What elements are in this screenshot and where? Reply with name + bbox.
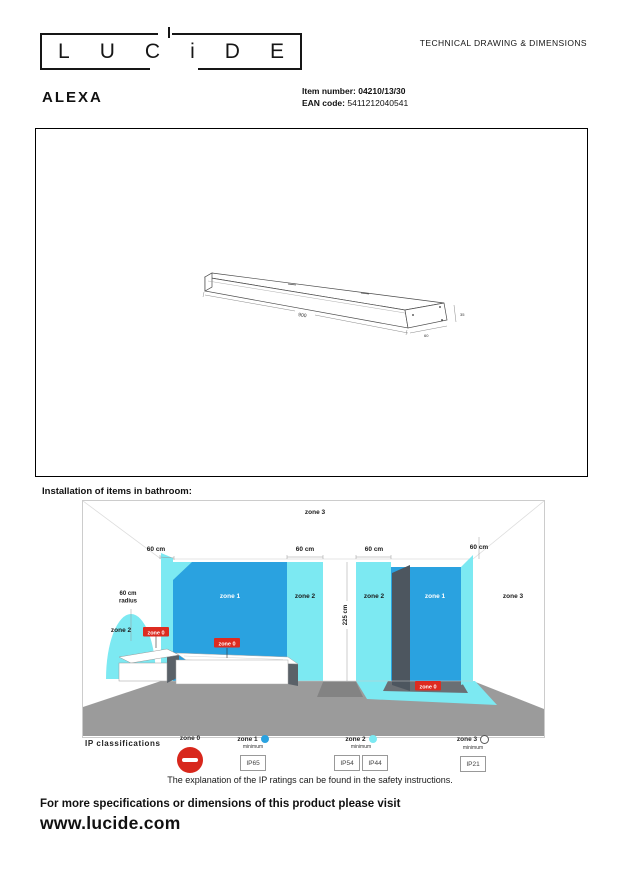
ean-value: 5411212040541 [347,98,409,108]
ip-ratings-note: The explanation of the IP ratings can be found in the safety instructions. [167,775,453,785]
doorway-floor-shadow [317,682,363,697]
shower-panel [392,565,410,691]
radius-label-line2: radius [118,598,138,605]
zone3-right-label: zone 3 [502,593,524,600]
ip65-chip: IP65 [240,755,266,771]
website-url: www.lucide.com [40,813,181,833]
logo-caron-mark [168,27,170,38]
lamp-length-dimension: 900 [297,312,307,320]
logo-border-gap [150,66,198,70]
zone2-minimum-label: minimum [350,744,372,750]
no-entry-bar [182,758,198,763]
ip-zone0-label: zone 0 [179,735,201,742]
item-number-label: Item number: [302,86,356,96]
item-number-value: 04210/13/30 [358,86,406,96]
zone2-shower-label: zone 2 [363,593,385,600]
zone0-shower-badge: zone 0 [419,684,437,691]
zone2-strip-shower-left [356,562,391,681]
zone1-dot-icon [261,735,269,743]
ip44-chip: IP44 [362,755,388,771]
ip-zone2-group [330,735,392,771]
zone2-bath-label: zone 2 [294,593,316,600]
ean-label: EAN code: [302,98,345,108]
lamp-technical-drawing [36,129,587,474]
dim-60cm-right: 60 cm [469,544,489,551]
no-entry-icon [177,747,203,773]
product-name: ALEXA [42,89,103,106]
logo-letter: E [269,40,284,63]
ip-classifications-label: IP classifications [85,739,161,748]
zone0-bath-badge: zone 0 [218,641,236,648]
technical-drawing-frame [35,128,588,477]
logo-letter: L [58,40,70,63]
dim-60cm-left: 60 cm [146,546,166,553]
ip-zone0-group [159,735,221,742]
footer-text: For more specifications or dimensions of this product please visit [40,798,401,810]
zone2-strip-shower-right [461,555,473,685]
zone3-top-label: zone 3 [304,509,326,516]
zone2-basin-label: zone 2 [110,627,132,634]
lamp-depth-dimension: 60 [424,333,429,338]
zone1-minimum-label: minimum [242,744,264,750]
ip-zone2-label: zone 2 [345,735,366,743]
zone2-dot-icon [369,735,377,743]
dim-225cm-label: 225 cm [343,604,349,626]
ean-row [302,97,408,109]
zone0-basin-badge: zone 0 [147,630,165,637]
zone1-shower-label: zone 1 [424,593,446,600]
bathroom-scene [83,501,544,737]
ip21-chip: IP21 [460,756,486,772]
dim-60cm-mid: 60 cm [295,546,315,553]
zone1-bath-label: zone 1 [219,593,241,600]
lamp-height-dimension: 35 [460,312,465,317]
logo-letter: D [224,40,240,63]
ip54-chip: IP54 [334,755,360,771]
ip-zone3-label: zone 3 [456,736,478,743]
logo-letter: C [144,40,161,63]
bathtub [176,653,298,686]
ip-zone3-group [442,735,504,772]
logo-letter: U [99,40,115,63]
logo-letter: i [190,40,195,63]
bathroom-zones-diagram [82,500,545,738]
zone3-circle-icon [480,735,489,744]
ip-zone1-group [222,735,284,771]
lucide-logo [40,33,302,70]
radius-label-line1: 60 cm [119,591,137,597]
ip-zone1-label: zone 1 [237,735,258,743]
product-codes [302,85,408,109]
installation-section-title: Installation of items in bathroom: [42,486,192,497]
lamp-body [205,273,447,328]
dim-60cm-shower: 60 cm [364,546,384,553]
item-number-row [302,85,408,97]
zone3-minimum-label: minimum [462,745,484,751]
document-title: TECHNICAL DRAWING & DIMENSIONS [419,38,587,48]
